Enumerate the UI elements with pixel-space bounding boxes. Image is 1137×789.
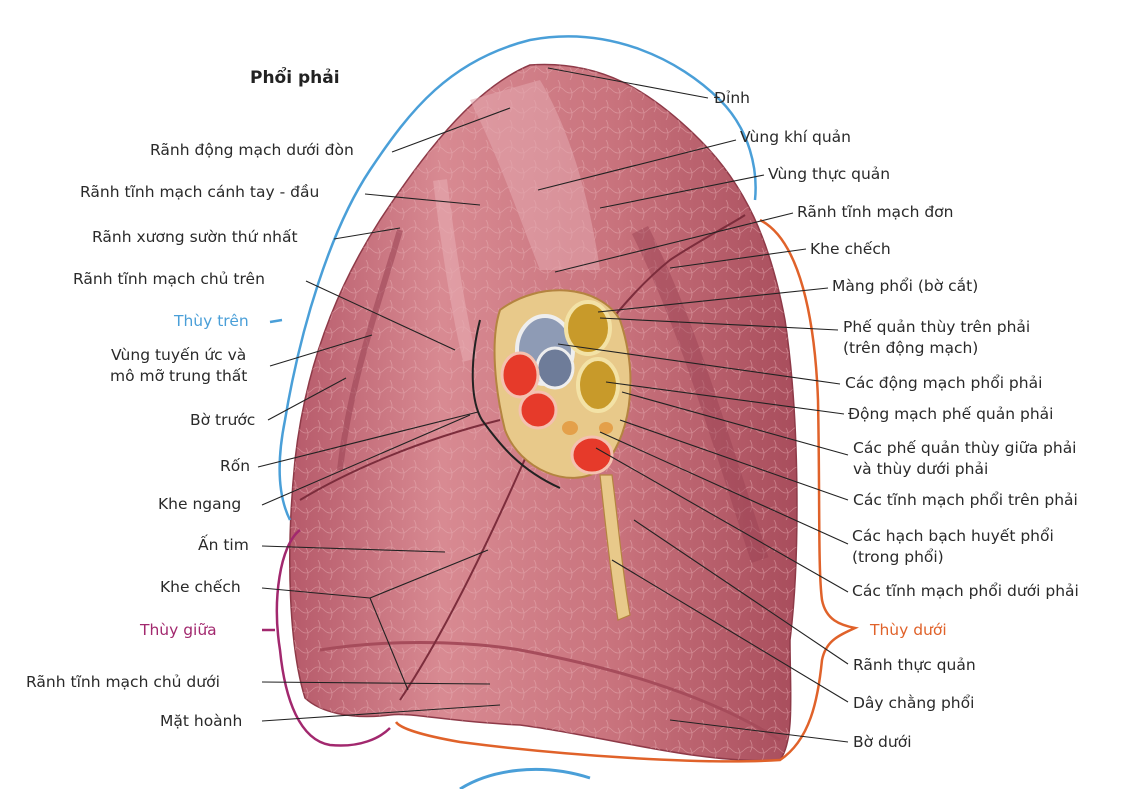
label-diaphragmatic-surface: Mặt hoành bbox=[160, 712, 243, 730]
label-subclavian-artery-groove: Rãnh động mạch dưới đòn bbox=[150, 141, 354, 159]
lobe-label-upper: Thùy trên bbox=[174, 312, 249, 330]
label-pulmonary-ligament: Dây chằng phổi bbox=[853, 694, 975, 712]
label-inferior-border: Bờ dưới bbox=[853, 733, 912, 751]
label-pulmonary-arteries: Các động mạch phổi phải bbox=[845, 374, 1043, 392]
label-thymus-area-1: Vùng tuyến ức và bbox=[111, 346, 247, 364]
label-middle-lower-bronchi-1: Các phế quản thùy giữa phải bbox=[853, 439, 1077, 457]
label-esophageal-area: Vùng thực quản bbox=[768, 165, 891, 183]
lobe-label-lower: Thùy dưới bbox=[870, 621, 947, 639]
label-horizontal-fissure: Khe ngang bbox=[158, 495, 242, 513]
label-tracheal-area: Vùng khí quản bbox=[740, 128, 851, 146]
label-hilum: Rốn bbox=[220, 457, 251, 475]
label-lymph-nodes-2: (trong phổi) bbox=[852, 548, 944, 566]
lymph-node bbox=[562, 421, 578, 435]
label-esophageal-groove: Rãnh thực quản bbox=[853, 656, 976, 674]
label-anterior-border: Bờ trước bbox=[190, 411, 256, 429]
label-cardiac-impression: Ấn tim bbox=[198, 536, 249, 554]
pulmonary-vein-inferior bbox=[572, 437, 612, 473]
label-thymus-area-2: mô mỡ trung thất bbox=[110, 367, 248, 385]
label-middle-lower-bronchi-2: và thùy dưới phải bbox=[853, 460, 989, 478]
label-inferior-pulmonary-veins: Các tĩnh mạch phổi dưới phải bbox=[852, 582, 1079, 600]
lobe-label-middle: Thùy giữa bbox=[140, 621, 217, 639]
label-pleura-cut-edge: Màng phổi (bờ cắt) bbox=[832, 277, 979, 295]
label-apex: Đỉnh bbox=[714, 89, 750, 107]
label-brachiocephalic-vein-groove: Rãnh tĩnh mạch cánh tay - đầu bbox=[80, 183, 320, 201]
label-upper-lobe-bronchus-2: (trên động mạch) bbox=[843, 339, 979, 357]
label-upper-lobe-bronchus-1: Phế quản thùy trên phải bbox=[843, 318, 1031, 336]
label-ivc-groove: Rãnh tĩnh mạch chủ dưới bbox=[26, 673, 220, 691]
label-bronchial-artery: Động mạch phế quản phải bbox=[848, 405, 1054, 423]
label-superior-pulmonary-veins: Các tĩnh mạch phổi trên phải bbox=[853, 491, 1078, 509]
label-oblique-fissure-right: Khe chếch bbox=[810, 240, 891, 258]
pulmonary-vein-superior bbox=[502, 353, 538, 397]
label-lymph-nodes-1: Các hạch bạch huyết phổi bbox=[852, 527, 1054, 545]
label-azygos-groove: Rãnh tĩnh mạch đơn bbox=[797, 203, 954, 221]
label-oblique-fissure-left: Khe chếch bbox=[160, 578, 241, 596]
figure-title: Phổi phải bbox=[250, 68, 340, 88]
label-svc-groove: Rãnh tĩnh mạch chủ trên bbox=[73, 270, 265, 288]
label-first-rib-groove: Rãnh xương sườn thứ nhất bbox=[92, 228, 298, 246]
